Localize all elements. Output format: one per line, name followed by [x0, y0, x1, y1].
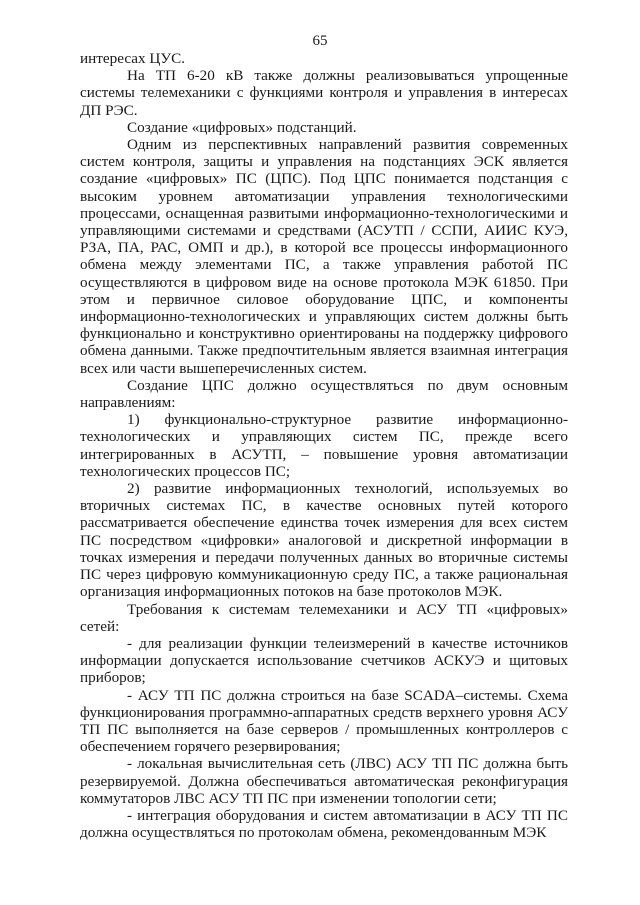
list-item-direction-1: 1) функционально-структурное развитие информационно-технологических и управляющих систем ПС, прежде всего интегрированных в АСУТП, – повышение уровня автоматизации технологических процессов ПС;	[80, 411, 568, 480]
requirement-item-scada: - АСУ ТП ПС должна строиться на базе SCADA–системы. Схема функционирования программно-аппаратных средств верхнего уровня АСУ ТП ПС выполняется на базе серверов / промышленных контроллеров с обеспечением горячего резервирования;	[80, 686, 568, 756]
requirement-item-integration: - интеграция оборудования и систем автоматизации в АСУ ТП ПС должна осуществляться по протоколам обмена, рекомендованным МЭК	[80, 806, 568, 842]
paragraph-requirements: Требования к системам телемеханики и АСУ ТП «цифровых» сетей:	[80, 600, 568, 635]
requirement-item-telemetry: - для реализации функции телеизмерений в качестве источников информации допускается использование счетчиков АСКУЭ и щитовых приборов;	[80, 634, 568, 687]
body-text	[80, 50, 568, 841]
requirement-item-lan: - локальная вычислительная сеть (ЛВС) АСУ ТП ПС должна быть резервируемой. Должна обеспечиваться автоматическая реконфигурация коммутаторов ЛВС АСУ ТП ПС при изменении топологии сети;	[80, 755, 568, 807]
page-number: 65	[312, 33, 328, 49]
paragraph-tp-telemechanics: На ТП 6-20 кВ также должны реализовываться упрощенные системы телемеханики с функциями контроля и управления в интересах ДП РЭС.	[80, 67, 568, 119]
section-heading-digital-substations: Создание «цифровых» подстанций.	[127, 118, 357, 136]
paragraph-two-directions: Создание ЦПС должно осуществляться по двум основным направлениям:	[80, 376, 568, 412]
paragraph-continuation: интересах ЦУС.	[80, 50, 186, 67]
list-item-direction-2: 2) развитие информационных технологий, используемых во вторичных системах ПС, в качестве основных путей которого рассматривается обеспечение единства точек измерения для всех систем ПС посредством «цифровки» аналоговой и дискретной информации в точках измерения и передачи полученных данных во вторичные системы ПС через цифровую коммуникационную среду ПС, а также рациональная организация информационных потоков на базе протоколов МЭК.	[80, 480, 568, 601]
paragraph-digital-substation-definition: Одним из перспективных направлений развития современных систем контроля, защиты и управления на подстанциях ЭСК является создание «цифровых» ПС (ЦПС). Под ЦПС понимается подстанция с высоким уровнем автоматизации управления технологическими процессами, оснащенная развитыми информационно-технологическими и управляющими системами и средствами (АСУТП / ССПИ, АИИС КУЭ, РЗА, ПА, РАС, ОМП и др.), в которой все процессы информационного обмена между элементами ПС, а также управления работой ПС осуществляются в цифровом виде на основе протокола МЭК 61850. При этом и первичное силовое оборудование ЦПС, и компоненты информационно-технологических и управляющих систем должны быть функционально и конструктивно ориентированы на поддержку цифрового обмена данными. Также предпочтительным является взаимная интеграция всех или части вышеперечисленных систем.	[80, 136, 568, 377]
